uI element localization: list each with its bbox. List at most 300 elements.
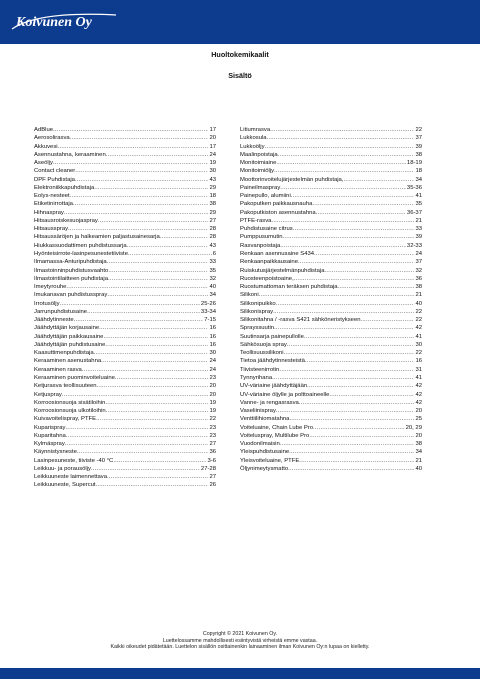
toc-leader-dots <box>307 382 414 390</box>
toc-entry[interactable] <box>34 465 216 473</box>
toc-entry-name: UV-väriaine jäähdyttäjään <box>240 383 308 390</box>
toc-entry-name: Renkaanpaikkausaine <box>240 259 298 266</box>
toc-leader-dots <box>343 176 414 184</box>
toc-leader-dots <box>66 283 208 291</box>
toc-entry[interactable] <box>34 432 216 440</box>
toc-entry-name: Keraaminen rasva <box>34 366 82 373</box>
toc-leader-dots <box>105 341 208 349</box>
toc-entry[interactable] <box>240 399 422 407</box>
toc-leader-dots <box>314 250 414 258</box>
toc-entry[interactable] <box>34 167 216 175</box>
toc-entry[interactable] <box>240 176 422 184</box>
toc-entry-name: Tynnyrihana <box>240 374 273 381</box>
toc-entry-page: 3-6 <box>207 457 216 464</box>
toc-entry-name: Kuparispray <box>34 424 66 431</box>
toc-entry-page: 20 <box>209 391 216 398</box>
toc-entry[interactable] <box>240 424 422 432</box>
toc-leader-dots <box>74 316 204 324</box>
toc-leader-dots <box>298 258 414 266</box>
toc-entry[interactable] <box>34 242 216 250</box>
toc-right-column <box>240 126 422 473</box>
toc-entry-page: 34 <box>209 292 216 299</box>
toc-entry[interactable] <box>34 341 216 349</box>
toc-entry-page: 38 <box>415 151 422 158</box>
toc-entry[interactable] <box>240 357 422 365</box>
toc-entry-name: Hiukkassuodattimen puhdistussarja <box>34 242 127 249</box>
toc-entry[interactable] <box>34 324 216 332</box>
toc-entry[interactable] <box>34 176 216 184</box>
toc-entry[interactable] <box>240 225 422 233</box>
toc-entry-name: Asennustahna, keraaminen <box>34 151 106 158</box>
toc-entry-name: Contact cleaner <box>34 168 76 175</box>
toc-entry[interactable] <box>240 151 422 159</box>
toc-entry[interactable] <box>240 374 422 382</box>
footer-rights: Kaikki oikeudet pidätetään. Luettelon sisällön osittainenkin lainaaminen ilman Koivunen Oy:n lupaa on kielletty. <box>110 644 370 651</box>
toc-entry[interactable] <box>240 291 422 299</box>
toc-entry[interactable] <box>34 225 216 233</box>
toc-entry[interactable] <box>34 217 216 225</box>
toc-entry[interactable] <box>240 366 422 374</box>
toc-entry[interactable] <box>240 465 422 473</box>
toc-leader-dots <box>289 415 414 423</box>
toc-entry[interactable] <box>34 349 216 357</box>
toc-entry[interactable] <box>240 432 422 440</box>
toc-entry[interactable] <box>240 440 422 448</box>
toc-entry-page: 40 <box>415 300 422 307</box>
toc-entry-page: 35-36 <box>406 184 422 191</box>
toc-entry-page: 21 <box>415 457 422 464</box>
toc-entry-name: Painepullo, alumiini <box>240 193 291 200</box>
toc-leader-dots <box>107 291 208 299</box>
toc-entry[interactable] <box>240 200 422 208</box>
toc-entry-page: 29 <box>209 184 216 191</box>
toc-entry-page: 42 <box>415 383 422 390</box>
toc-entry-page: 42 <box>415 391 422 398</box>
toc-entry-page: 33 <box>415 226 422 233</box>
toc-entry-page: 32 <box>209 275 216 282</box>
toc-leader-dots <box>60 300 200 308</box>
toc-entry-name: Ketjuspray <box>34 391 62 398</box>
toc-leader-dots <box>160 233 209 241</box>
toc-leader-dots <box>98 217 209 225</box>
toc-entry[interactable] <box>240 300 422 308</box>
toc-entry[interactable] <box>34 300 216 308</box>
toc-leader-dots <box>304 333 415 341</box>
toc-entry[interactable] <box>240 415 422 423</box>
toc-entry[interactable] <box>34 291 216 299</box>
toc-leader-dots <box>106 151 209 159</box>
toc-entry-name: Litiumrasva <box>240 127 271 133</box>
toc-leader-dots <box>107 258 209 266</box>
toc-leader-dots <box>274 167 414 175</box>
toc-entry-name: Akkuvesi <box>34 143 58 150</box>
toc-entry[interactable] <box>34 333 216 341</box>
toc-entry-name: Voiteluspray, Multilube Pro <box>240 432 310 439</box>
toc-entry-name: Ilmamassa-Anturipuhdistaja <box>34 259 107 266</box>
toc-leader-dots <box>94 349 209 357</box>
toc-entry-page: 42 <box>415 399 422 406</box>
toc-entry[interactable] <box>240 407 422 415</box>
toc-leader-dots <box>106 407 209 415</box>
page-subtitle: Sisältö <box>228 71 252 80</box>
toc-leader-dots <box>53 126 208 134</box>
toc-leader-dots <box>299 457 414 465</box>
toc-entry[interactable] <box>34 151 216 159</box>
toc-entry[interactable] <box>240 308 422 316</box>
toc-entry[interactable] <box>34 366 216 374</box>
toc-entry[interactable] <box>240 275 422 283</box>
toc-leader-dots <box>82 366 209 374</box>
toc-entry[interactable] <box>34 200 216 208</box>
toc-entry-name: Kaasuttimenpuhdistaja <box>34 350 94 357</box>
toc-entry-name: Voiteluaine, Chain Lube Pro <box>240 424 314 431</box>
toc-entry[interactable] <box>34 134 216 142</box>
toc-leader-dots <box>265 143 415 151</box>
toc-entry-page: 16 <box>209 325 216 332</box>
toc-entry-page: 34 <box>415 176 422 183</box>
footer-copyright: Copyright © 2021 Koivunen Oy. <box>202 631 278 637</box>
toc-entry[interactable] <box>240 391 422 399</box>
toc-entry[interactable] <box>240 143 422 151</box>
toc-entry-name: Ruostumattoman teräksen puhdistaja <box>240 284 338 291</box>
toc-entry-page: 16 <box>209 341 216 348</box>
toc-entry-name: Ruosteenpoistoaine, <box>240 275 294 282</box>
toc-entry-page: 16 <box>209 333 216 340</box>
toc-leader-dots <box>70 192 209 200</box>
toc-entry-name: Hitsaussäröjen ja halkeamien paljastusainesarja <box>34 234 160 241</box>
toc-entry-name: Hitsausroiskesuojaspray <box>34 217 98 224</box>
toc-entry[interactable] <box>240 192 422 200</box>
toc-entry[interactable] <box>34 415 216 423</box>
toc-entry[interactable] <box>34 374 216 382</box>
toc-leader-dots <box>127 242 209 250</box>
toc-entry[interactable] <box>240 324 422 332</box>
toc-entry-page: 22 <box>415 317 422 324</box>
toc-entry[interactable] <box>240 258 422 266</box>
toc-entry-name: Hitsausspray <box>34 226 69 233</box>
toc-entry-name: Tietoa jäähdytinnesteistä <box>240 358 305 365</box>
toc-entry-page: 35 <box>209 267 216 274</box>
toc-entry-page: 35 <box>415 201 422 208</box>
toc-leader-dots <box>361 316 415 324</box>
toc-entry-page: 26 <box>209 482 216 489</box>
toc-entry-name: Imukanavan puhdistusspray <box>34 292 108 299</box>
toc-entry-page: 27 <box>209 474 216 481</box>
toc-leader-dots <box>294 275 415 283</box>
footer-disclaimer: Luettelossamme mahdollisesti esiintyvistä virheistä emme vastaa. <box>162 637 318 644</box>
toc-entry-name: Pakoputkiston asennustahna <box>240 209 316 216</box>
toc-entry[interactable] <box>240 209 422 217</box>
toc-entry-page: 36-37 <box>406 209 422 216</box>
toc-entry-name: Elektroniikkapuhdistaja <box>34 184 95 191</box>
toc-leader-dots <box>66 432 209 440</box>
toc-entry-name: Ilmastoinninpuhdistusvaahto <box>34 267 109 274</box>
toc-entry[interactable] <box>34 267 216 275</box>
toc-entry-name: DPF Puhdistaja <box>34 176 75 183</box>
toc-entry-name: Lukkosula <box>240 135 267 142</box>
toc-entry-page: 24 <box>209 366 216 373</box>
toc-entry-page: 28 <box>209 234 216 241</box>
toc-entry-name: Aerosolirasva <box>34 135 70 142</box>
toc-entry-name: Imeytyrouhe <box>34 284 67 291</box>
toc-entry-name: Jäähdyttäjän puhdistusaine <box>34 341 106 348</box>
toc-entry-name: Puhdistusaine citrus <box>240 226 293 233</box>
toc-entry[interactable] <box>240 283 422 291</box>
toc-leader-dots <box>99 324 208 332</box>
toc-entry[interactable] <box>34 357 216 365</box>
toc-leader-dots <box>274 324 414 332</box>
toc-leader-dots <box>287 341 415 349</box>
toc-entry-name: Aseöljy <box>34 160 53 167</box>
toc-leader-dots <box>329 391 414 399</box>
toc-entry[interactable] <box>34 184 216 192</box>
toc-leader-dots <box>280 184 406 192</box>
toc-leader-dots <box>267 134 415 142</box>
toc-entry-name: Jäähdyttäjän korjausaine <box>34 325 100 332</box>
toc-entry-name: Jarrunpuhdistusaine <box>34 308 88 315</box>
toc-entry[interactable] <box>34 481 216 489</box>
toc-entry[interactable] <box>34 424 216 432</box>
toc-leader-dots <box>259 291 415 299</box>
toc-entry[interactable] <box>240 333 422 341</box>
toc-leader-dots <box>65 424 208 432</box>
toc-leader-dots <box>280 440 415 448</box>
toc-entry[interactable] <box>240 448 422 456</box>
toc-entry-name: Monitoimiaine <box>240 160 277 167</box>
toc-entry[interactable] <box>240 159 422 167</box>
toc-entry[interactable] <box>240 126 422 134</box>
toc-entry[interactable] <box>34 283 216 291</box>
toc-leader-dots <box>115 374 209 382</box>
toc-leader-dots <box>97 382 209 390</box>
toc-entry-page: 23 <box>209 424 216 431</box>
toc-entry-page: 41 <box>415 374 422 381</box>
toc-entry-page: 30 <box>209 168 216 175</box>
toc-entry-page: 19 <box>209 408 216 415</box>
toc-entry[interactable] <box>240 233 422 241</box>
toc-entry-name: Renkaan asennusaine S434 <box>240 250 315 257</box>
toc-entry[interactable] <box>240 316 422 324</box>
toc-entry[interactable] <box>240 267 422 275</box>
toc-leader-dots <box>276 300 415 308</box>
toc-entry-page: 22 <box>209 416 216 423</box>
toc-entry-name: PTFE-rasva <box>240 217 272 224</box>
toc-leader-dots <box>283 233 415 241</box>
toc-entry-page: 19 <box>209 399 216 406</box>
toc-entry-name: Korroosionsuoja ulkotiloihin <box>34 408 106 415</box>
toc-entry[interactable] <box>34 473 216 481</box>
toc-entry[interactable] <box>34 457 216 465</box>
toc-entry[interactable] <box>240 217 422 225</box>
header-bar <box>0 0 480 44</box>
toc-entry-page: 19 <box>209 160 216 167</box>
toc-leader-dots <box>70 134 209 142</box>
toc-leader-dots <box>87 308 200 316</box>
toc-leader-dots <box>96 415 208 423</box>
toc-leader-dots <box>305 357 414 365</box>
toc-entry-name: Korroosionsuoja sisätiloihin <box>34 399 106 406</box>
toc-entry[interactable] <box>34 399 216 407</box>
toc-leader-dots <box>75 176 209 184</box>
toc-leader-dots <box>128 250 212 258</box>
toc-leader-dots <box>107 473 208 481</box>
toc-entry[interactable] <box>34 159 216 167</box>
toc-leader-dots <box>309 432 414 440</box>
toc-entry-page: 41 <box>415 193 422 200</box>
toc-leader-dots <box>272 374 414 382</box>
koivunen-logo <box>8 9 120 33</box>
toc-entry-name: Suutinsarja painepullolle <box>240 333 304 340</box>
toc-entry-name: Sprayssuutin <box>240 325 275 332</box>
toc-entry-page: 32-33 <box>406 242 422 249</box>
logo-text: Koivunen Oy <box>16 15 92 30</box>
toc-entry-name: Irrotusöljy <box>34 300 60 307</box>
toc-entry-page: 37 <box>415 259 422 266</box>
toc-leader-dots <box>101 357 208 365</box>
toc-entry[interactable] <box>240 134 422 142</box>
toc-entry[interactable] <box>34 126 216 134</box>
toc-entry-page: 28 <box>209 226 216 233</box>
toc-leader-dots <box>53 159 208 167</box>
toc-entry[interactable] <box>240 457 422 465</box>
toc-leader-dots <box>68 225 208 233</box>
toc-entry-name: Leikkuu- ja porausöljy <box>34 465 91 472</box>
toc-entry[interactable] <box>34 258 216 266</box>
toc-entry[interactable] <box>240 382 422 390</box>
toc-leader-dots <box>289 448 414 456</box>
toc-entry-page: 21 <box>415 217 422 224</box>
toc-entry-page: 29 <box>209 209 216 216</box>
toc-entry[interactable] <box>34 382 216 390</box>
toc-leader-dots <box>75 167 208 175</box>
toc-entry-page: 24 <box>209 358 216 365</box>
toc-leader-dots <box>91 465 200 473</box>
toc-entry-page: 33-34 <box>200 308 216 315</box>
toc-leader-dots <box>105 399 208 407</box>
toc-entry-name: Hyönteisirrote-lasinpesunestetiiviste <box>34 250 128 257</box>
toc-entry[interactable] <box>34 275 216 283</box>
toc-entry-page: 18 <box>209 193 216 200</box>
toc-entry-name: Monitoimiöljy <box>240 168 275 175</box>
bottom-bar <box>0 668 480 679</box>
toc-entry-page: 27-28 <box>200 465 216 472</box>
toc-entry[interactable] <box>240 349 422 357</box>
toc-entry[interactable] <box>34 209 216 217</box>
toc-leader-dots <box>103 333 208 341</box>
toc-entry-page: 22 <box>415 308 422 315</box>
toc-entry-page: 38 <box>209 201 216 208</box>
toc-entry-name: Maalinpoistaja <box>240 151 278 158</box>
toc-entry-page: 6 <box>212 250 216 257</box>
toc-entry-name: Etiketinirrottaja <box>34 201 73 208</box>
toc-leader-dots <box>58 143 209 151</box>
toc-entry-name: Tiivisteenirrotin <box>240 366 280 373</box>
toc-leader-dots <box>270 126 414 134</box>
toc-leader-dots <box>73 200 208 208</box>
toc-leader-dots <box>96 481 209 489</box>
toc-entry-name: Teollisuussilikoni <box>240 350 284 357</box>
toc-entry-page: 22 <box>415 350 422 357</box>
toc-entry[interactable] <box>34 308 216 316</box>
toc-entry-name: Käynnistysneste <box>34 449 77 456</box>
toc-entry-page: 20 <box>415 432 422 439</box>
toc-entry-page: 40 <box>209 284 216 291</box>
toc-entry[interactable] <box>34 448 216 456</box>
toc-entry[interactable] <box>240 341 422 349</box>
toc-entry[interactable] <box>34 316 216 324</box>
toc-entry-page: 38 <box>415 441 422 448</box>
toc-leader-dots <box>276 159 406 167</box>
toc-entry[interactable] <box>34 143 216 151</box>
toc-entry-name: Pakoputken paikkausnauha <box>240 201 313 208</box>
toc-entry-name: Pumppusumutin <box>240 234 283 241</box>
toc-entry-page: 23 <box>209 374 216 381</box>
toc-entry[interactable] <box>240 184 422 192</box>
toc-entry-page: 25-26 <box>200 300 216 307</box>
toc-entry[interactable] <box>34 391 216 399</box>
toc-entry-name: Vanne- ja rengasrasva <box>240 399 299 406</box>
toc-entry-name: Silikonispray <box>240 308 274 315</box>
toc-entry-name: Rasvanpoistaja <box>240 242 281 249</box>
toc-entry-page: 39 <box>415 234 422 241</box>
toc-entry-name: AdBlue <box>34 127 53 133</box>
toc-leader-dots <box>77 448 209 456</box>
toc-entry[interactable] <box>34 440 216 448</box>
toc-entry-page: 33 <box>209 259 216 266</box>
toc-entry-page: 16 <box>415 358 422 365</box>
toc-entry-name: Venttiilihiomatahna <box>240 416 290 423</box>
toc-entry-page: 30 <box>415 341 422 348</box>
page-title: Huoltokemikaalit <box>211 50 269 59</box>
toc-entry-name: Yleisvoiteluaine, PTFE <box>240 457 300 464</box>
toc-leader-dots <box>284 349 415 357</box>
toc-entry-name: Leikkuuneste, Supercut <box>34 482 96 489</box>
toc-entry-page: 43 <box>209 242 216 249</box>
toc-entry[interactable] <box>34 407 216 415</box>
toc-leader-dots <box>291 192 415 200</box>
toc-leader-dots <box>279 366 414 374</box>
toc-entry-name: Keraaminen asenustahna <box>34 358 102 365</box>
toc-entry-page: 18 <box>415 168 422 175</box>
toc-entry-page: 39 <box>415 143 422 150</box>
toc-entry-page: 17 <box>209 127 216 133</box>
toc-leader-dots <box>62 391 209 399</box>
toc-entry-page: 36 <box>209 449 216 456</box>
toc-leader-dots <box>94 184 208 192</box>
toc-entry-name: Sähkösuoja spray <box>240 341 287 348</box>
toc-entry-name: Jäähdytinneste <box>34 317 74 324</box>
toc-entry[interactable] <box>240 242 422 250</box>
toc-entry-name: Eolys-nesteet <box>34 193 70 200</box>
toc-entry-page: 27 <box>209 217 216 224</box>
toc-entry[interactable] <box>240 167 422 175</box>
toc-entry[interactable] <box>34 250 216 258</box>
toc-entry-name: UV-väriaine öljylle ja polttoaineelle <box>240 391 330 398</box>
toc-entry[interactable] <box>240 250 422 258</box>
toc-entry-name: Leikkuuneste laimennettava <box>34 474 108 481</box>
toc-entry-page: 23 <box>209 432 216 439</box>
toc-leader-dots <box>316 209 406 217</box>
toc-entry-page: 36 <box>415 275 422 282</box>
toc-entry-name: Ilmastointilaitteen puhdistaja <box>34 275 109 282</box>
toc-entry-page: 27 <box>209 441 216 448</box>
toc-entry-name: Silikoni <box>240 292 259 299</box>
toc-entry-page: 34 <box>415 449 422 456</box>
toc-leader-dots <box>293 225 415 233</box>
toc-leader-dots <box>324 267 414 275</box>
toc-entry[interactable] <box>34 192 216 200</box>
toc-entry[interactable] <box>34 233 216 241</box>
